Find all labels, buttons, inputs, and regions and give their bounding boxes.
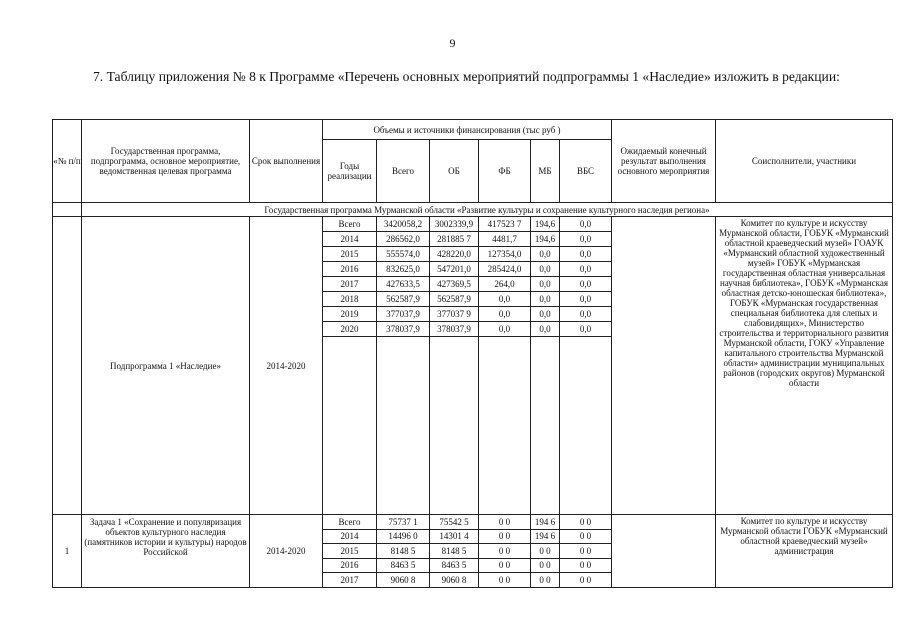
cell-mb: 0,0 — [531, 247, 560, 262]
cell-fb: 0,0 — [479, 292, 531, 307]
cell-year: 2015 — [323, 247, 377, 262]
cell-fb: 0 0 — [479, 529, 531, 544]
activity-name: Задача 1 «Сохранение и популяризация объектов культурного наследия (памятников истории и культуры) народов Российской — [82, 515, 250, 588]
cell-vbs: 0,0 — [560, 322, 612, 337]
cell-mb: 194,6 — [531, 232, 560, 247]
cell-fb: 0 0 — [479, 544, 531, 559]
cell-vbs: 0 0 — [560, 544, 612, 559]
cell-ob: 14301 4 — [430, 529, 479, 544]
header-fb: ФБ — [479, 140, 531, 203]
cell-total: 377037,9 — [377, 307, 430, 322]
cell-ob: 562587,9 — [430, 292, 479, 307]
executors-cell: Комитет по культуре и искусству Мурманской области, ГОБУК «Мурманский областной краеведческий музей» ГОАУК «Мурманский областной художественный музей» ГОБУК «Мурманская государственная областная универсальная научная библиотека», ГОБУК «Мурманская областная детско-юношеская библиотека», ГОБУК «Мурманская государственная специальная библиотека для слепых и слабовидящих», Министерство строительства и территориального развития Мурманской области, ГОКУ «Управление капитального строительства Мурманской области» администрации муниципальных районов (городских округов) Мурманской области — [716, 217, 893, 515]
cell-total: 832625,0 — [377, 262, 430, 277]
header-executors: Соисполнители, участники — [716, 120, 893, 203]
cell-fb: 417523 7 — [479, 217, 531, 232]
empty-cell — [323, 337, 377, 515]
activities-table — [52, 119, 893, 588]
header-years: Годы реализации — [323, 140, 377, 203]
cell-vbs: 0,0 — [560, 217, 612, 232]
cell-fb: 0 0 — [479, 558, 531, 573]
cell-ob: 377037 9 — [430, 307, 479, 322]
cell-total: 8148 5 — [377, 544, 430, 559]
cell-total: 8463 5 — [377, 558, 430, 573]
cell-fb: 4481,7 — [479, 232, 531, 247]
cell-fb: 0,0 — [479, 322, 531, 337]
cell-mb: 194 6 — [531, 515, 560, 530]
header-funding: Объемы и источники финансирования (тыс руб ) — [323, 120, 612, 140]
cell-vbs: 0 0 — [560, 573, 612, 588]
cell-year: 2014 — [323, 529, 377, 544]
cell-vbs: 0 0 — [560, 558, 612, 573]
cell-ob: 75542 5 — [430, 515, 479, 530]
cell-year: 2020 — [323, 322, 377, 337]
header-result: Ожидаемый конечный результат выполнения основного мероприятия — [612, 120, 716, 203]
empty-cell — [531, 337, 560, 515]
header-total: Всего — [377, 140, 430, 203]
cell-year: 2017 — [323, 573, 377, 588]
cell-ob: 8148 5 — [430, 544, 479, 559]
cell-fb: 0 0 — [479, 515, 531, 530]
cell-fb: 285424,0 — [479, 262, 531, 277]
cell-mb: 0 0 — [531, 544, 560, 559]
cell-year: 2015 — [323, 544, 377, 559]
cell-ob: 9060 8 — [430, 573, 479, 588]
page-number: 9 — [449, 36, 456, 50]
intro-paragraph: 7. Таблицу приложения № 8 к Программе «Перечень основных мероприятий подпрограммы 1 «Наследие» изложить в редакции: — [93, 69, 840, 84]
activity-term: 2014-2020 — [250, 217, 323, 515]
cell-mb: 0 0 — [531, 573, 560, 588]
table-row — [53, 515, 893, 530]
cell-total: 555574,0 — [377, 247, 430, 262]
cell-ob: 378037,9 — [430, 322, 479, 337]
cell-ob: 427369,5 — [430, 277, 479, 292]
row-number: 1 — [53, 515, 82, 588]
header-program: Государственная программа, подпрограмма, основное мероприятие, ведомственная целевая программа — [82, 120, 250, 203]
cell-fb: 264,0 — [479, 277, 531, 292]
program-title: Государственная программа Мурманской области «Развитие культуры и сохранение культурного наследия региона» — [82, 203, 893, 217]
cell-year: Всего — [323, 217, 377, 232]
cell-fb: 0,0 — [479, 307, 531, 322]
cell-ob: 428220,0 — [430, 247, 479, 262]
cell-mb: 194 6 — [531, 529, 560, 544]
activity-name: Подпрограмма 1 «Наследие» — [82, 217, 250, 515]
cell-vbs: 0,0 — [560, 232, 612, 247]
cell-ob: 281885 7 — [430, 232, 479, 247]
cell-ob: 547201,0 — [430, 262, 479, 277]
cell-vbs: 0,0 — [560, 292, 612, 307]
cell-mb: 0,0 — [531, 307, 560, 322]
row-number — [53, 217, 82, 515]
cell-vbs: 0,0 — [560, 277, 612, 292]
header-term: Срок выполнения — [250, 120, 323, 203]
cell-total: 3420058,2 — [377, 217, 430, 232]
cell-year: 2019 — [323, 307, 377, 322]
cell-total: 9060 8 — [377, 573, 430, 588]
empty-cell — [430, 337, 479, 515]
cell-total: 562587,9 — [377, 292, 430, 307]
cell-mb: 194,6 — [531, 217, 560, 232]
empty-cell — [377, 337, 430, 515]
cell-mb: 0,0 — [531, 292, 560, 307]
header-num: «№ п/п — [53, 120, 82, 203]
cell-total: 378037,9 — [377, 322, 430, 337]
cell-mb: 0 0 — [531, 558, 560, 573]
cell-mb: 0,0 — [531, 277, 560, 292]
result-cell — [612, 217, 716, 515]
cell-total: 427633,5 — [377, 277, 430, 292]
cell-vbs: 0 0 — [560, 515, 612, 530]
cell-year: 2018 — [323, 292, 377, 307]
header-vbs: ВБС — [560, 140, 612, 203]
cell-fb: 127354,0 — [479, 247, 531, 262]
table-row — [53, 217, 893, 232]
cell-vbs: 0,0 — [560, 262, 612, 277]
cell-ob: 3002339,9 — [430, 217, 479, 232]
cell-total: 286562,0 — [377, 232, 430, 247]
cell-total: 75737 1 — [377, 515, 430, 530]
cell-vbs: 0 0 — [560, 529, 612, 544]
cell-mb: 0,0 — [531, 322, 560, 337]
cell-ob: 8463 5 — [430, 558, 479, 573]
executors-cell: Комитет по культуре и искусству Мурманской области ГОБУК «Мурманский областной краеведческий музей» администрация — [716, 515, 893, 588]
cell-year: 2016 — [323, 262, 377, 277]
header-mb: МБ — [531, 140, 560, 203]
title-row-spacer — [53, 203, 82, 217]
cell-total: 14496 0 — [377, 529, 430, 544]
empty-cell — [560, 337, 612, 515]
header-ob: ОБ — [430, 140, 479, 203]
cell-vbs: 0,0 — [560, 247, 612, 262]
cell-year: 2014 — [323, 232, 377, 247]
cell-fb: 0 0 — [479, 573, 531, 588]
activity-term: 2014-2020 — [250, 515, 323, 588]
cell-year: Всего — [323, 515, 377, 530]
cell-vbs: 0,0 — [560, 307, 612, 322]
cell-year: 2017 — [323, 277, 377, 292]
cell-year: 2016 — [323, 558, 377, 573]
empty-cell — [479, 337, 531, 515]
cell-mb: 0,0 — [531, 262, 560, 277]
result-cell — [612, 515, 716, 588]
